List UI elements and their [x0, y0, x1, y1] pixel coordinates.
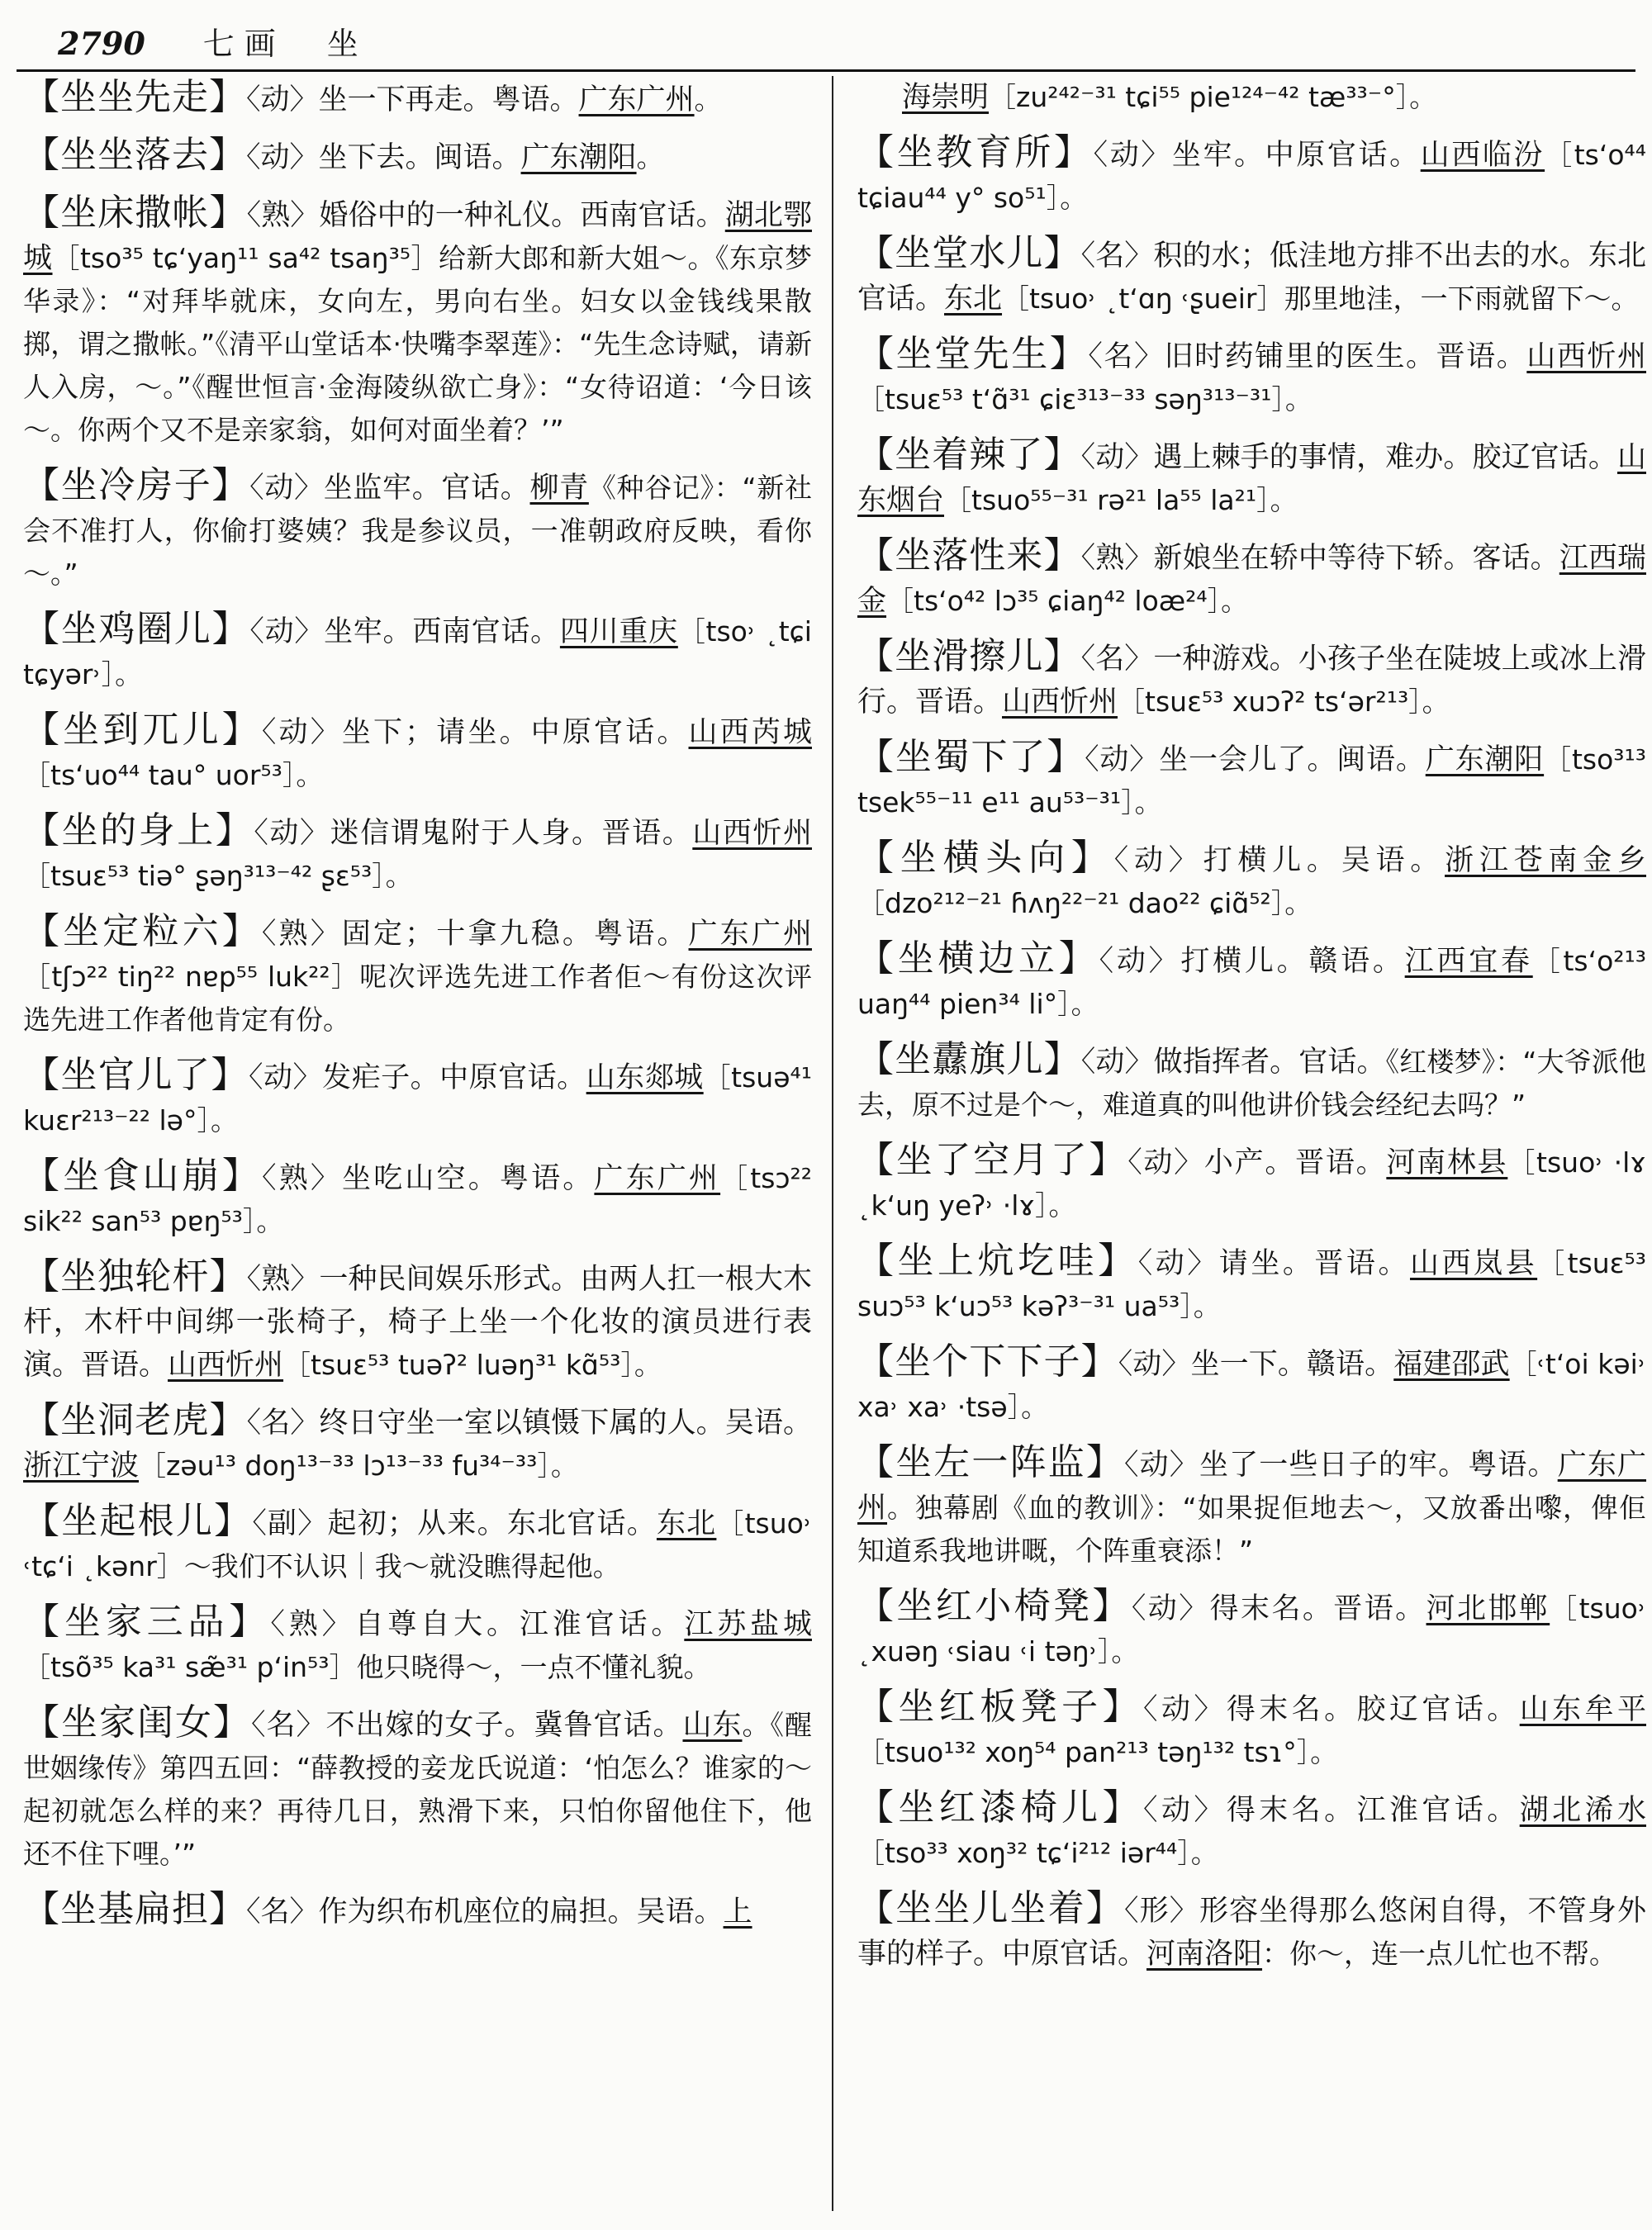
dictionary-entry	[857, 1686, 1646, 1774]
entry-headword: 【坐起根儿】	[23, 1500, 253, 1542]
entry-headword: 【坐着辣了】	[857, 434, 1081, 476]
entry-location: 湖北鄂城	[23, 199, 812, 275]
entry-definition: 坐监牢。官话。	[323, 472, 530, 505]
entry-part-of-speech: 〈名〉	[246, 1896, 319, 1929]
entry-location: 上	[723, 1896, 752, 1929]
entry-definition: 坐吃山空。粤语。	[342, 1162, 595, 1195]
entry-body: ［zu²⁴²⁻³¹ tɕi⁵⁵ pie¹²⁴⁻⁴² tæ³³⁻°］。	[989, 81, 1437, 113]
entry-body: ［˓t‘oi kəi˒ xa˒ xa˒ ·tsə］。	[857, 1348, 1646, 1423]
header-rule	[17, 69, 1635, 72]
right-column	[857, 76, 1646, 1988]
entry-body: 。《醒世姻缘传》第四五回：“薛教授的妾龙氏说道：‘怕怎么？谁家的～起初就怎么样的来？再待几日，熟滑下来，只怕你留他住下，他还不住下哩。’”	[23, 1709, 812, 1870]
entry-location: 江西宜春	[1404, 945, 1533, 978]
entry-part-of-speech: 〈动〉	[1124, 1449, 1199, 1482]
entry-location: 江苏盐城	[684, 1608, 812, 1641]
entry-definition: 一种游戏。小孩子坐在陡坡上或冰上滑行。晋语。	[857, 643, 1646, 719]
dictionary-entry	[23, 1888, 812, 1933]
entry-headword: 【坐家三品】	[23, 1601, 271, 1643]
dictionary-entry	[23, 1255, 812, 1387]
entry-body: ［tsõ³⁵ ka³¹ sæ̃³¹ p‘in⁵³］他只晓得～，一点不懂礼貌。	[23, 1651, 711, 1683]
entry-headword: 【坐堂水儿】	[857, 232, 1081, 274]
entry-body: ［tso³³ xoŋ³² tɕ‘i²¹² iər⁴⁴］。	[857, 1837, 1218, 1869]
entry-definition: 遇上棘手的事情，难办。胶辽官话。	[1153, 441, 1617, 474]
dictionary-entry	[23, 76, 812, 121]
entry-part-of-speech: 〈动〉	[246, 83, 319, 116]
entry-headword: 【坐床撒帐】	[23, 192, 247, 234]
entry-headword: 【坐坐儿坐着】	[857, 1887, 1125, 1929]
entry-body: ［ts‘o⁴² lɔ³⁵ ɕiaŋ⁴² loæ²⁴］。	[886, 585, 1249, 617]
page-number: 2790	[58, 25, 145, 62]
entry-definition: 坐牢。中原官话。	[1171, 139, 1421, 172]
entry-headword: 【坐红漆椅儿】	[857, 1786, 1144, 1829]
entry-body: 《红楼梦》：“大爷派他去，原不过是个～，难道真的叫他讲价钱会经纪去吗？”	[857, 1046, 1646, 1121]
entry-location: 广东广州	[594, 1162, 721, 1195]
entry-body: ［ts‘o⁴⁴ tɕiau⁴⁴ y° so⁵¹］。	[857, 139, 1646, 214]
entry-headword: 【坐食山崩】	[23, 1155, 263, 1197]
entry-part-of-speech: 〈熟〉	[261, 918, 342, 951]
left-column	[23, 76, 812, 1946]
dictionary-entry	[857, 1139, 1646, 1227]
entry-body: ［tsuo˒ ˛xuəŋ ˓siau ˓i təŋ˒］。	[857, 1592, 1646, 1668]
dictionary-entry	[23, 1054, 812, 1142]
entry-definition: 得末名。江淮官话。	[1226, 1794, 1520, 1827]
entry-definition: 迷信谓鬼附于人身。晋语。	[330, 817, 693, 850]
entry-location: 山西忻州	[1002, 686, 1118, 719]
entry-headword: 【坐上炕圪哇】	[857, 1240, 1138, 1282]
entry-continuation: 海崇明	[902, 81, 990, 114]
entry-headword: 【坐洞老虎】	[23, 1399, 247, 1441]
entry-definition: 请坐。晋语。	[1218, 1247, 1410, 1280]
entry-body: ：你～，连一点儿忙也不帮。	[1262, 1938, 1617, 1970]
entry-part-of-speech: 〈动〉	[1143, 1693, 1227, 1726]
entry-headword: 【坐红板凳子】	[857, 1686, 1144, 1728]
entry-body: ［tsuɛ⁵³ t‘ɑ̃³¹ ɕiɛ³¹³⁻³³ səŋ³¹³⁻³¹］。	[857, 383, 1313, 415]
entry-part-of-speech: 〈动〉	[249, 615, 325, 648]
entry-headword: 【坐横头向】	[857, 837, 1114, 879]
entry-part-of-speech: 〈名〉	[246, 1407, 320, 1440]
dictionary-entry	[23, 1155, 812, 1243]
entry-headword: 【坐滑擦儿】	[857, 635, 1081, 677]
entry-body: ［zəu¹³ doŋ¹³⁻³³ lɔ¹³⁻³³ fu³⁴⁻³³］。	[139, 1450, 578, 1482]
entry-definition: 起初；从来。东北官话。	[327, 1507, 657, 1540]
dictionary-entry	[23, 134, 812, 179]
entry-location: 广东潮阳	[520, 141, 637, 174]
entry-part-of-speech: 〈动〉	[1085, 743, 1160, 776]
entry-part-of-speech: 〈熟〉	[1080, 542, 1154, 575]
entry-definition: 坐一下。赣语。	[1190, 1348, 1394, 1381]
entry-body: ［tsuo⁵⁵⁻³¹ rə²¹ la⁵⁵ la²¹］。	[944, 484, 1298, 516]
dictionary-entry	[23, 1701, 812, 1876]
dictionary-entry	[857, 232, 1646, 320]
entry-location: 山东郯城	[586, 1061, 704, 1094]
entry-location: 山东	[682, 1709, 743, 1742]
entry-location: 广东广州	[688, 918, 812, 951]
dictionary-entry	[857, 1887, 1646, 1976]
dictionary-entry	[857, 534, 1646, 623]
entry-headword: 【坐冷房子】	[23, 464, 250, 506]
entry-definition: 得末名。晋语。	[1209, 1592, 1427, 1625]
entry-location: 四川重庆	[559, 615, 678, 648]
entry-location: 福建邵武	[1393, 1348, 1510, 1381]
dictionary-entry	[23, 1601, 812, 1689]
entry-part-of-speech: 〈动〉	[1143, 1794, 1227, 1827]
dictionary-entry	[23, 464, 812, 595]
entry-body: ［tʃɔ²² tiŋ²² nɐp⁵⁵ luk²²］呢次评选先进工作者佢～有份这次评选先进工作者他肯定有份。	[23, 961, 812, 1036]
entry-headword: 【坐个下下子】	[857, 1340, 1118, 1383]
entry-location: 浙江宁波	[23, 1450, 140, 1483]
entry-location: 山西临汾	[1420, 139, 1545, 172]
entry-part-of-speech: 〈熟〉	[246, 1263, 320, 1296]
entry-definition: 作为织布机座位的扁担。吴语。	[318, 1896, 724, 1929]
entry-definition: 固定；十拿九稳。粤语。	[341, 918, 689, 951]
entry-part-of-speech: 〈动〉	[1080, 441, 1154, 474]
entry-definition: 积的水；低洼地方排不出去的水。东北官话。	[857, 240, 1646, 316]
entry-location: 山西忻州	[1526, 340, 1646, 373]
column-divider	[832, 76, 833, 2211]
dictionary-entry	[857, 1038, 1646, 1127]
entry-part-of-speech: 〈动〉	[246, 141, 319, 174]
entry-definition: 形容坐得那么悠闲自得，不管身外事的样子。中原官话。	[857, 1895, 1646, 1971]
entry-definition: 坐一下再走。粤语。	[318, 83, 579, 116]
entry-location: 浙江苍南金乡	[1445, 844, 1646, 877]
dictionary-entry	[857, 1240, 1646, 1328]
entry-location: 东北	[656, 1507, 717, 1540]
entry-part-of-speech: 〈动〉	[1118, 1348, 1191, 1381]
entry-part-of-speech: 〈名〉	[1080, 643, 1154, 676]
entry-part-of-speech: 〈熟〉	[246, 199, 320, 232]
entry-location: 山东牟平	[1519, 1693, 1646, 1726]
entry-body: ［tsuo˒ ·lɤ ˛k‘uŋ yeʔ˒ ·lɤ］。	[857, 1146, 1646, 1222]
entry-body: ［dzo²¹²⁻²¹ ɦʌŋ²²⁻²¹ dao²² ɕiɑ̃⁵²］。	[857, 887, 1313, 919]
entry-body: ［tsɔ²² sik²² san⁵³ pɐŋ⁵³］。	[23, 1162, 812, 1237]
entry-part-of-speech: 〈动〉	[1131, 1592, 1210, 1625]
entry-body: ［tsuɛ⁵³ tuəʔ² luəŋ³¹ kɑ̃⁵³］。	[283, 1349, 662, 1381]
dictionary-entry	[857, 434, 1646, 522]
dictionary-entry	[857, 635, 1646, 724]
entry-location: 湖北浠水	[1519, 1794, 1646, 1827]
dictionary-entry	[23, 709, 812, 797]
entry-location: 广东广州	[857, 1449, 1646, 1525]
entry-definition: 坐牢。西南官话。	[324, 615, 560, 648]
entry-location: 江西瑞金	[857, 542, 1646, 618]
entry-part-of-speech: 〈熟〉	[270, 1608, 355, 1641]
entry-body: ［ts‘uo⁴⁴ tau° uor⁵³］。	[23, 759, 324, 791]
entry-part-of-speech: 〈动〉	[1099, 945, 1181, 978]
entry-location: 河南林县	[1386, 1146, 1508, 1179]
entry-headword: 【坐基扁担】	[23, 1888, 246, 1930]
entry-part-of-speech: 〈动〉	[1093, 139, 1172, 172]
entry-definition: 旧时药铺里的医生。晋语。	[1164, 340, 1527, 373]
entry-headword: 【坐鸡圈儿】	[23, 608, 250, 650]
entry-headword: 【坐家闺女】	[23, 1701, 251, 1744]
entry-part-of-speech: 〈动〉	[1137, 1247, 1219, 1280]
entry-part-of-speech: 〈形〉	[1124, 1895, 1199, 1928]
entry-body: ［tsuɛ⁵³ suɔ⁵³ k‘uɔ⁵³ kəʔ³⁻³¹ ua⁵³］。	[857, 1247, 1646, 1322]
entry-body: 。	[694, 83, 722, 116]
dictionary-entry	[23, 608, 812, 696]
entry-part-of-speech: 〈熟〉	[262, 1162, 343, 1195]
dictionary-entry	[857, 1585, 1646, 1673]
entry-definition: 坐了一些日子的牢。粤语。	[1199, 1449, 1558, 1482]
entry-headword: 【坐蜀下了】	[857, 736, 1085, 778]
entry-body: ［tso³⁵ tɕ‘yaŋ¹¹ sa⁴² tsaŋ³⁵］给新大郎和新大姐～。《东京梦华录》：“对拜毕就床，女向左，男向右坐。妇女以金钱线果散掷，谓之撒帐。”《清平山堂话本·快嘴李翠莲》：“先生念诗赋，请新人入房，～。”《醒世恒言·金海陵纵欲亡身》：“女待诏道：‘今日该～。你两个又不是亲家翁，如何对面坐着？’”	[23, 242, 813, 446]
entry-location: 东北	[944, 282, 1003, 316]
entry-part-of-speech: 〈动〉	[249, 1061, 323, 1094]
entry-part-of-speech: 〈动〉	[1113, 844, 1203, 877]
dictionary-entry	[23, 809, 812, 898]
entry-part-of-speech: 〈动〉	[1080, 1046, 1154, 1079]
dictionary-entry	[23, 910, 812, 1041]
entry-body: ［tsuo˒ ˓tɕ‘i ˛kənr］～我们不认识｜我～就没瞧得起他。	[23, 1507, 812, 1582]
section-title: 七画 坐	[202, 26, 368, 62]
entry-definition: 坐一会儿了。闽语。	[1159, 743, 1426, 776]
dictionary-entry	[857, 837, 1646, 925]
entry-location: 广东广州	[578, 83, 695, 116]
entry-location: 山西岚县	[1409, 1247, 1538, 1280]
entry-body: ［tsuo˒ ˛t‘ɑŋ ˓ʂueir］那里地洼，一下雨就留下～。	[1002, 282, 1639, 315]
entry-headword: 【坐的身上】	[23, 809, 254, 852]
entry-definition: 婚俗中的一种礼仪。西南官话。	[319, 199, 725, 232]
dictionary-entry	[857, 937, 1646, 1026]
entry-definition: 打横儿。赣语。	[1180, 945, 1405, 978]
dictionary-entry	[857, 76, 1646, 119]
entry-headword: 【坐官儿了】	[23, 1054, 249, 1096]
entry-definition: 发疟子。中原官话。	[322, 1061, 586, 1094]
dictionary-entry	[857, 333, 1646, 421]
entry-headword: 【坐红小椅凳】	[857, 1585, 1132, 1627]
entry-part-of-speech: 〈动〉	[254, 817, 330, 850]
dictionary-entry	[857, 736, 1646, 824]
entry-part-of-speech: 〈名〉	[251, 1709, 326, 1742]
entry-headword: 【坐横边立】	[857, 937, 1099, 980]
dictionary-entry	[23, 1500, 812, 1588]
entry-location: 山西忻州	[692, 817, 812, 850]
entry-location: 山西芮城	[688, 716, 812, 749]
running-head	[58, 18, 1594, 68]
entry-body: ［tso³¹³ tsek⁵⁵⁻¹¹ e¹¹ au⁵³⁻³¹］。	[857, 743, 1646, 818]
entry-definition: 小产。晋语。	[1203, 1146, 1387, 1179]
entry-headword: 【坐堂先生】	[857, 333, 1089, 375]
entry-headword: 【坐了空月了】	[857, 1139, 1128, 1181]
entry-part-of-speech: 〈名〉	[1088, 340, 1165, 373]
entry-location: 河南洛阳	[1146, 1938, 1263, 1971]
dictionary-entry	[857, 1786, 1646, 1875]
entry-part-of-speech: 〈动〉	[1127, 1146, 1204, 1179]
entry-part-of-speech: 〈动〉	[249, 472, 324, 505]
entry-definition: 打横儿。吴语。	[1203, 844, 1446, 877]
entry-body: ［tsuɛ⁵³ xuɔʔ² ts‘ər²¹³］。	[1118, 686, 1450, 718]
entry-headword: 【坐坐先走】	[23, 76, 246, 118]
entry-headword: 【坐纛旗儿】	[857, 1038, 1081, 1080]
entry-location: 河北邯郸	[1426, 1592, 1550, 1625]
entry-body: 。	[636, 141, 664, 173]
entry-body: ［ts‘o²¹³ uaŋ⁴⁴ pien³⁴ li°］。	[857, 945, 1646, 1020]
entry-body: ［tsuɛ⁵³ tiə° ʂəŋ³¹³⁻⁴² ʂɛ⁵³］。	[23, 860, 413, 892]
entry-part-of-speech: 〈动〉	[261, 716, 342, 749]
entry-body: 。独幕剧《血的教训》：“如果捉佢地去～，又放番出嚟，俾佢知道系我地讲嘅，个阵重衰添！”	[857, 1492, 1646, 1567]
entry-definition: 坐下；请坐。中原官话。	[341, 716, 689, 749]
entry-body: ［tsuo¹³² xoŋ⁵⁴ pan²¹³ təŋ¹³² tsɿ°］。	[857, 1736, 1338, 1768]
entry-definition: 一种民间娱乐形式。由两人扛一根大木杆，木杆中间绑一张椅子，椅子上坐一个化妆的演员进行表演。晋语。	[23, 1263, 812, 1382]
dictionary-entry	[23, 1399, 812, 1487]
entry-definition: 终日守坐一室以镇慑下属的人。吴语。	[319, 1407, 812, 1440]
entry-body: ［tso˒ ˛tɕi tɕyər˒］。	[23, 615, 812, 690]
entry-body: ［tsuə⁴¹ kuɛr²¹³⁻²² lə°］。	[23, 1061, 812, 1136]
entry-headword: 【坐落性来】	[857, 534, 1081, 576]
entry-body: 《种谷记》：“新社会不准打人，你偷打婆姨？我是参议员，一准朝政府反映，看你～。”	[23, 472, 812, 590]
dictionary-entry	[857, 1340, 1646, 1429]
entry-definition: 自尊自大。江淮官话。	[354, 1608, 685, 1641]
entry-location: 柳青	[529, 472, 589, 505]
dictionary-entry	[857, 131, 1646, 220]
entry-headword: 【坐坐落去】	[23, 134, 246, 176]
entry-headword: 【坐教育所】	[857, 131, 1094, 173]
dictionary-entry	[857, 1441, 1646, 1573]
entry-definition: 坐下去。闽语。	[318, 141, 521, 174]
dictionary-entry	[23, 192, 812, 452]
entry-location: 山西忻州	[168, 1349, 284, 1382]
entry-definition: 新娘坐在轿中等待下轿。客话。	[1153, 542, 1559, 575]
entry-definition: 得末名。胶辽官话。	[1226, 1693, 1520, 1726]
entry-location: 广东潮阳	[1425, 743, 1545, 776]
entry-location: 山东烟台	[857, 441, 1646, 517]
entry-part-of-speech: 〈名〉	[1080, 240, 1154, 273]
entry-headword: 【坐到兀儿】	[23, 709, 262, 751]
entry-headword: 【坐定粒六】	[23, 910, 262, 952]
entry-definition: 做指挥者。官话。	[1153, 1046, 1386, 1079]
entry-part-of-speech: 〈副〉	[252, 1507, 328, 1540]
entry-headword: 【坐左一阵监】	[857, 1441, 1125, 1483]
entry-headword: 【坐独轮杆】	[23, 1255, 247, 1298]
entry-definition: 不出嫁的女子。冀鲁官话。	[325, 1709, 683, 1742]
